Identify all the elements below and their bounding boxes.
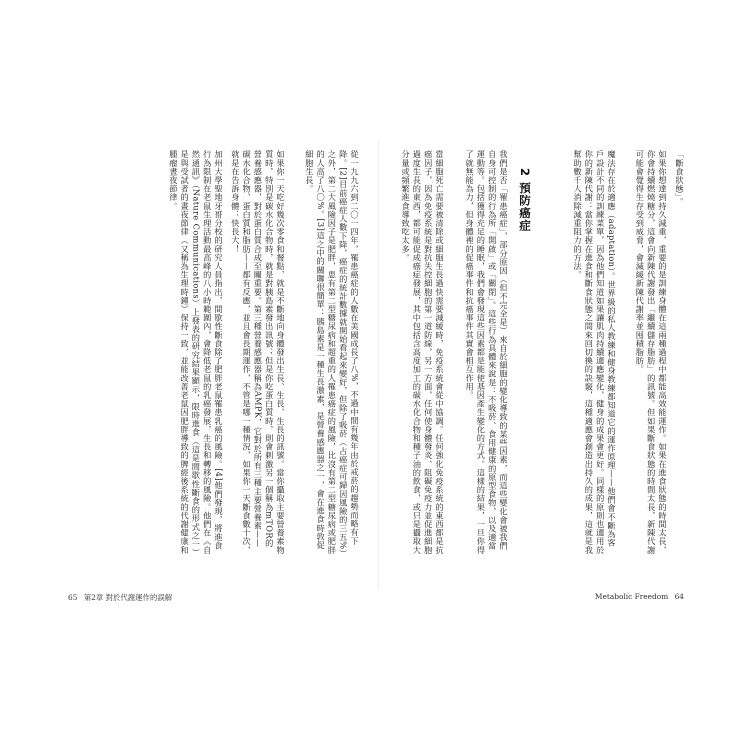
paragraph-1: 如果你想達到持久減重，重要的是訓練身體在這兩種過程中都能高效能運作。如果在進食狀態的時間太長，你會持續燃燒糖分，這會向新陳代謝發出「繼續儲存脂肪」的訊號。但如果斷食狀態的時間太長，新陳代謝可能會覺得生存受到威脅，會減緩新陳代謝率並囤積脂肪。 (635, 150, 668, 555)
paragraph-2: 魔法存在於適應（adaptation）。世界級的私人教練和健身教練都知道它的運作原理——他們會不斷為客戶設計不同的訓練菜單，因為他們知道如果讓肌肉持續適應變化，健身的成果會更好。同樣的原則也適用於你的新陳代謝：當你掌握在進食和斷食狀態之間來回切換的訣竅，這種適應會創造出持久的成果，這就是我幫助數千人消除減重阻力的方法。 (573, 150, 617, 555)
paragraph-7: 加州大學聖地牙哥分校的研究人員指出，間歇性斷食除了肥胖老鼠罹患乳癌的風險。[4]他們發現，將進食行為限制在老鼠生理活動最高峰的八小時範圍內，會降低老鼠的乳癌發展，生長和轉移的風險。他們在《自然通訊》（Nature Communications）上發表的研究結果顯示，限時進食（這是間歇性斷食的形式之一）是與受試者的晝夜節律（又稱為生理時鐘）保持一致，並能改善老鼠因肥胖導致的脾經後系統的代謝健康和腫瘤晝夜節律。 (168, 150, 224, 555)
right-running-head: Metabolic Freedom (594, 592, 669, 601)
left-running-head: 第2章 對於代謝運作的誤解 (83, 593, 173, 602)
paragraph-4: 當細胞死亡需要被清除或細胞生長過快需要減緩時，免疫系統會從中協調。任何強化免疫系統的東西都是抗癌因子，因為免疫系統是對抗失控細胞的第一道防線，另一方面，任何使身體發炎、阻礙免疫力並促進細胞過度生長的東西，都可能促成癌症發展，其中包括含高度加工的碳水化合物和種子油的飲食，或只是攝取大分量或頻繁進食導致吃太多。 (401, 150, 445, 555)
page-gutter (378, 140, 379, 590)
paragraph-6: 如果你一天吃好幾次零食和餐點，就是不斷地向身體發出生長、生長、生長的訊號。當你攝取主要營養素物質時，特別是碳水化合物時，就是對胰島素發出訊號；但是你吃蛋白質時，則會刺激另一個稱為mTOR的營養感應器，對於蛋白質合成至關重要。第三種營養感應器稱為AMPK，它對於所有三種主要營養素——碳水化合物、蛋白質和脂肪——都有反應，並且會長期運作，不管是哪一種情況，如果你一天斷食數十次，就是在告訴身體：快長大！ (230, 150, 286, 555)
right-footer (595, 592, 688, 601)
left-page (160, 150, 360, 570)
paragraph-5: 從一九九六到二〇一四年，罹患癌症的人數在美國成長了八%，不過中間有幾年由於戒菸的趨勢而略有下降。[2]目前癌症人數下降，癌症的統計數據就開始看起來變好，但除了吸菸（占癌症可歸因風險的三五%）之外，第二大風險因子是肥胖，患有第二型糖尿病和超重的人罹患癌症的風險，比沒有第二型糖尿病或肥胖的人高了八〇%。[3]這之中的關聯很簡單：胰島素是一種生長激素，是營養感應器之一，會在進食時敦促細胞生長。 (304, 150, 360, 555)
paragraph-3: 我們是否「罹患癌症」，部分原因（但不完全是）來自於細胞的變化導致的某些因素，而這些變化會被我們自身可控制的行為所「開啟」或「關閉」。這些行為具體來說是：不吸菸、食用健康的原型食物，以及適當運動等。包括獲得充足的睡眠，我們會發現這些因素都是能使基因產生變化的方式。這樣的結果，一旦你得了就無能為力，但身體裡的促癌事件和抗癌事件其實會相互作用。 (465, 150, 509, 555)
right-page-number: 64 (674, 592, 684, 601)
intro-tail: 「斷食狀態」。 (675, 150, 685, 207)
left-page-number: 65 (68, 593, 78, 602)
right-page (400, 150, 685, 570)
section-heading: 2 預防癌症 (518, 168, 532, 233)
left-footer (64, 592, 172, 603)
